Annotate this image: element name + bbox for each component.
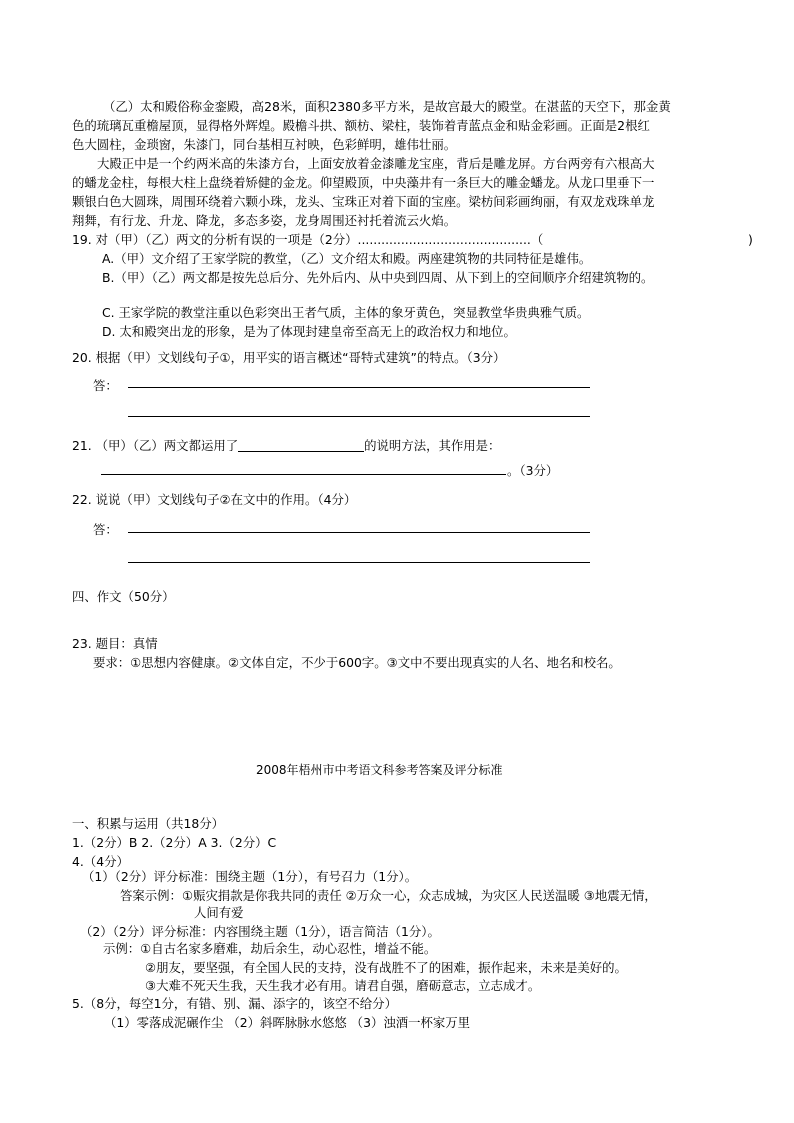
answers-q4-2-example-2: ②朋友，要坚强，有全国人民的支持，没有战胜不了的困难，振作起来，未来是美好的。 bbox=[145, 960, 627, 975]
q22-answer-line-1[interactable] bbox=[128, 532, 590, 533]
answers-q5-items: （1）零落成泥碾作尘 （2）斜晖脉脉水悠悠 （3）浊酒一杯家万里 bbox=[104, 1015, 471, 1030]
q23-title: 23. 题目：真情 bbox=[72, 636, 158, 651]
q20-stem: 20. 根据（甲）文划线句子①，用平实的语言概述“哥特式建筑”的特点。（3分） bbox=[72, 350, 506, 365]
q22-answer-line-2[interactable] bbox=[128, 562, 590, 563]
passage-b-line-4: 大殿正中是一个约两米高的朱漆方台，上面安放着金漆雕龙宝座，背后是雕龙屏。方台两旁有六根高大 bbox=[97, 156, 655, 171]
q19-option-b: B.（甲）（乙）两文都是按先总后分、先外后内、从中央到四周、从下到上的空间顺序介绍建筑物的。 bbox=[102, 270, 654, 285]
answers-q4-2-example-1: 示例：①自古名家多磨难，劫后余生，动心忍性，增益不能。 bbox=[103, 941, 437, 956]
answers-section-1: 一、积累与运用（共18分） bbox=[72, 816, 225, 831]
q21-stem-part2: 的说明方法，其作用是： bbox=[364, 438, 501, 453]
passage-b-line-7: 翔舞，有行龙、升龙、降龙，多态多姿，龙身周围还衬托着流云火焰。 bbox=[72, 213, 457, 228]
passage-b-line-3: 色大圆柱，金琐窗，朱漆门，同台基相互衬映，色彩鲜明，雄伟壮丽。 bbox=[72, 137, 457, 152]
answers-line-2: 4.（4分） bbox=[72, 854, 129, 869]
q21-answer-line[interactable] bbox=[101, 474, 506, 475]
answers-q4-1-standard: （1）（2分）评分标准：围绕主题（1分），有号召力（1分）。 bbox=[82, 869, 418, 884]
q20-answer-line-2[interactable] bbox=[128, 416, 590, 417]
answers-q5: 5.（8分，每空1分，有错、别、漏、添字的，该空不给分） bbox=[72, 996, 397, 1011]
q20-answer-label: 答： bbox=[93, 378, 118, 393]
q21-stem bbox=[72, 436, 500, 455]
passage-b-line-6: 颗银白色大圆珠，周围环绕着六颗小珠，龙头、宝珠正对着下面的宝座。梁枋间彩画绚丽，有双龙戏珠单龙 bbox=[72, 194, 655, 209]
passage-b-line-2: 色的琉璃瓦重檐屋顶，显得格外辉煌。殿檐斗拱、额枋、梁柱，装饰着青蓝点金和贴金彩画。正面是2根红 bbox=[72, 118, 650, 133]
answers-q4-2-example-3: ③大难不死天生我，天生我才必有用。请君自强，磨砺意志，立志成才。 bbox=[145, 978, 541, 993]
q21-stem-part1: 21. （甲）（乙）两文都运用了 bbox=[72, 438, 239, 453]
answers-q4-1-example-a: 答案示例：①赈灾捐款是你我共同的责任 ②万众一心，众志成城，为灾区人民送温暖 ③地震无情， bbox=[120, 888, 657, 903]
q19-option-c: C. 王家学院的教堂注重以色彩突出王者气质，主体的象牙黄色，突显教堂华贵典雅气质。 bbox=[102, 305, 590, 320]
answers-q4-1-example-b: 人间有爱 bbox=[194, 905, 244, 920]
passage-b-line-1: （乙）太和殿俗称金銮殿，高28米，面积2380多平方米，是故宫最大的殿堂。在湛蓝的天空下，那金黄 bbox=[103, 99, 671, 114]
q20-answer-line-1[interactable] bbox=[128, 387, 590, 388]
section-4-heading: 四、作文（50分） bbox=[72, 589, 175, 604]
q21-inline-blank[interactable] bbox=[238, 437, 364, 452]
q22-answer-label: 答： bbox=[93, 522, 118, 537]
q19-answer-paren: ) bbox=[748, 232, 753, 247]
q19-stem: 19. 对（甲）（乙）两文的分析有误的一项是（2分）............................................（ bbox=[72, 232, 544, 247]
q19-option-a: A.（甲）文介绍了王家学院的教堂，（乙）文介绍太和殿。两座建筑物的共同特征是雄伟。 bbox=[102, 251, 592, 266]
q19-option-d: D. 太和殿突出龙的形象，是为了体现封建皇帝至高无上的政治权力和地位。 bbox=[102, 324, 516, 339]
q23-requirement: 要求：①思想内容健康。②文体自定，不少于600字。③文中不要出现真实的人名、地名和校名。 bbox=[93, 655, 621, 670]
passage-b-line-5: 的蟠龙金柱，每根大柱上盘绕着矫健的金龙。仰望殿顶，中央藻井有一条巨大的雕金蟠龙。从龙口里垂下一 bbox=[72, 175, 655, 190]
q21-points: 。（3分） bbox=[507, 463, 559, 478]
q22-stem: 22. 说说（甲）文划线句子②在文中的作用。（4分） bbox=[72, 492, 357, 507]
answers-q4-2-standard: （2）（2分）评分标准：内容围绕主题（1分），语言简洁（1分）。 bbox=[80, 924, 440, 939]
answers-title: 2008年梧州市中考语文科参考答案及评分标准 bbox=[256, 763, 503, 777]
answers-line-1: 1.（2分）B 2.（2分）A 3.（2分）C bbox=[72, 835, 277, 850]
